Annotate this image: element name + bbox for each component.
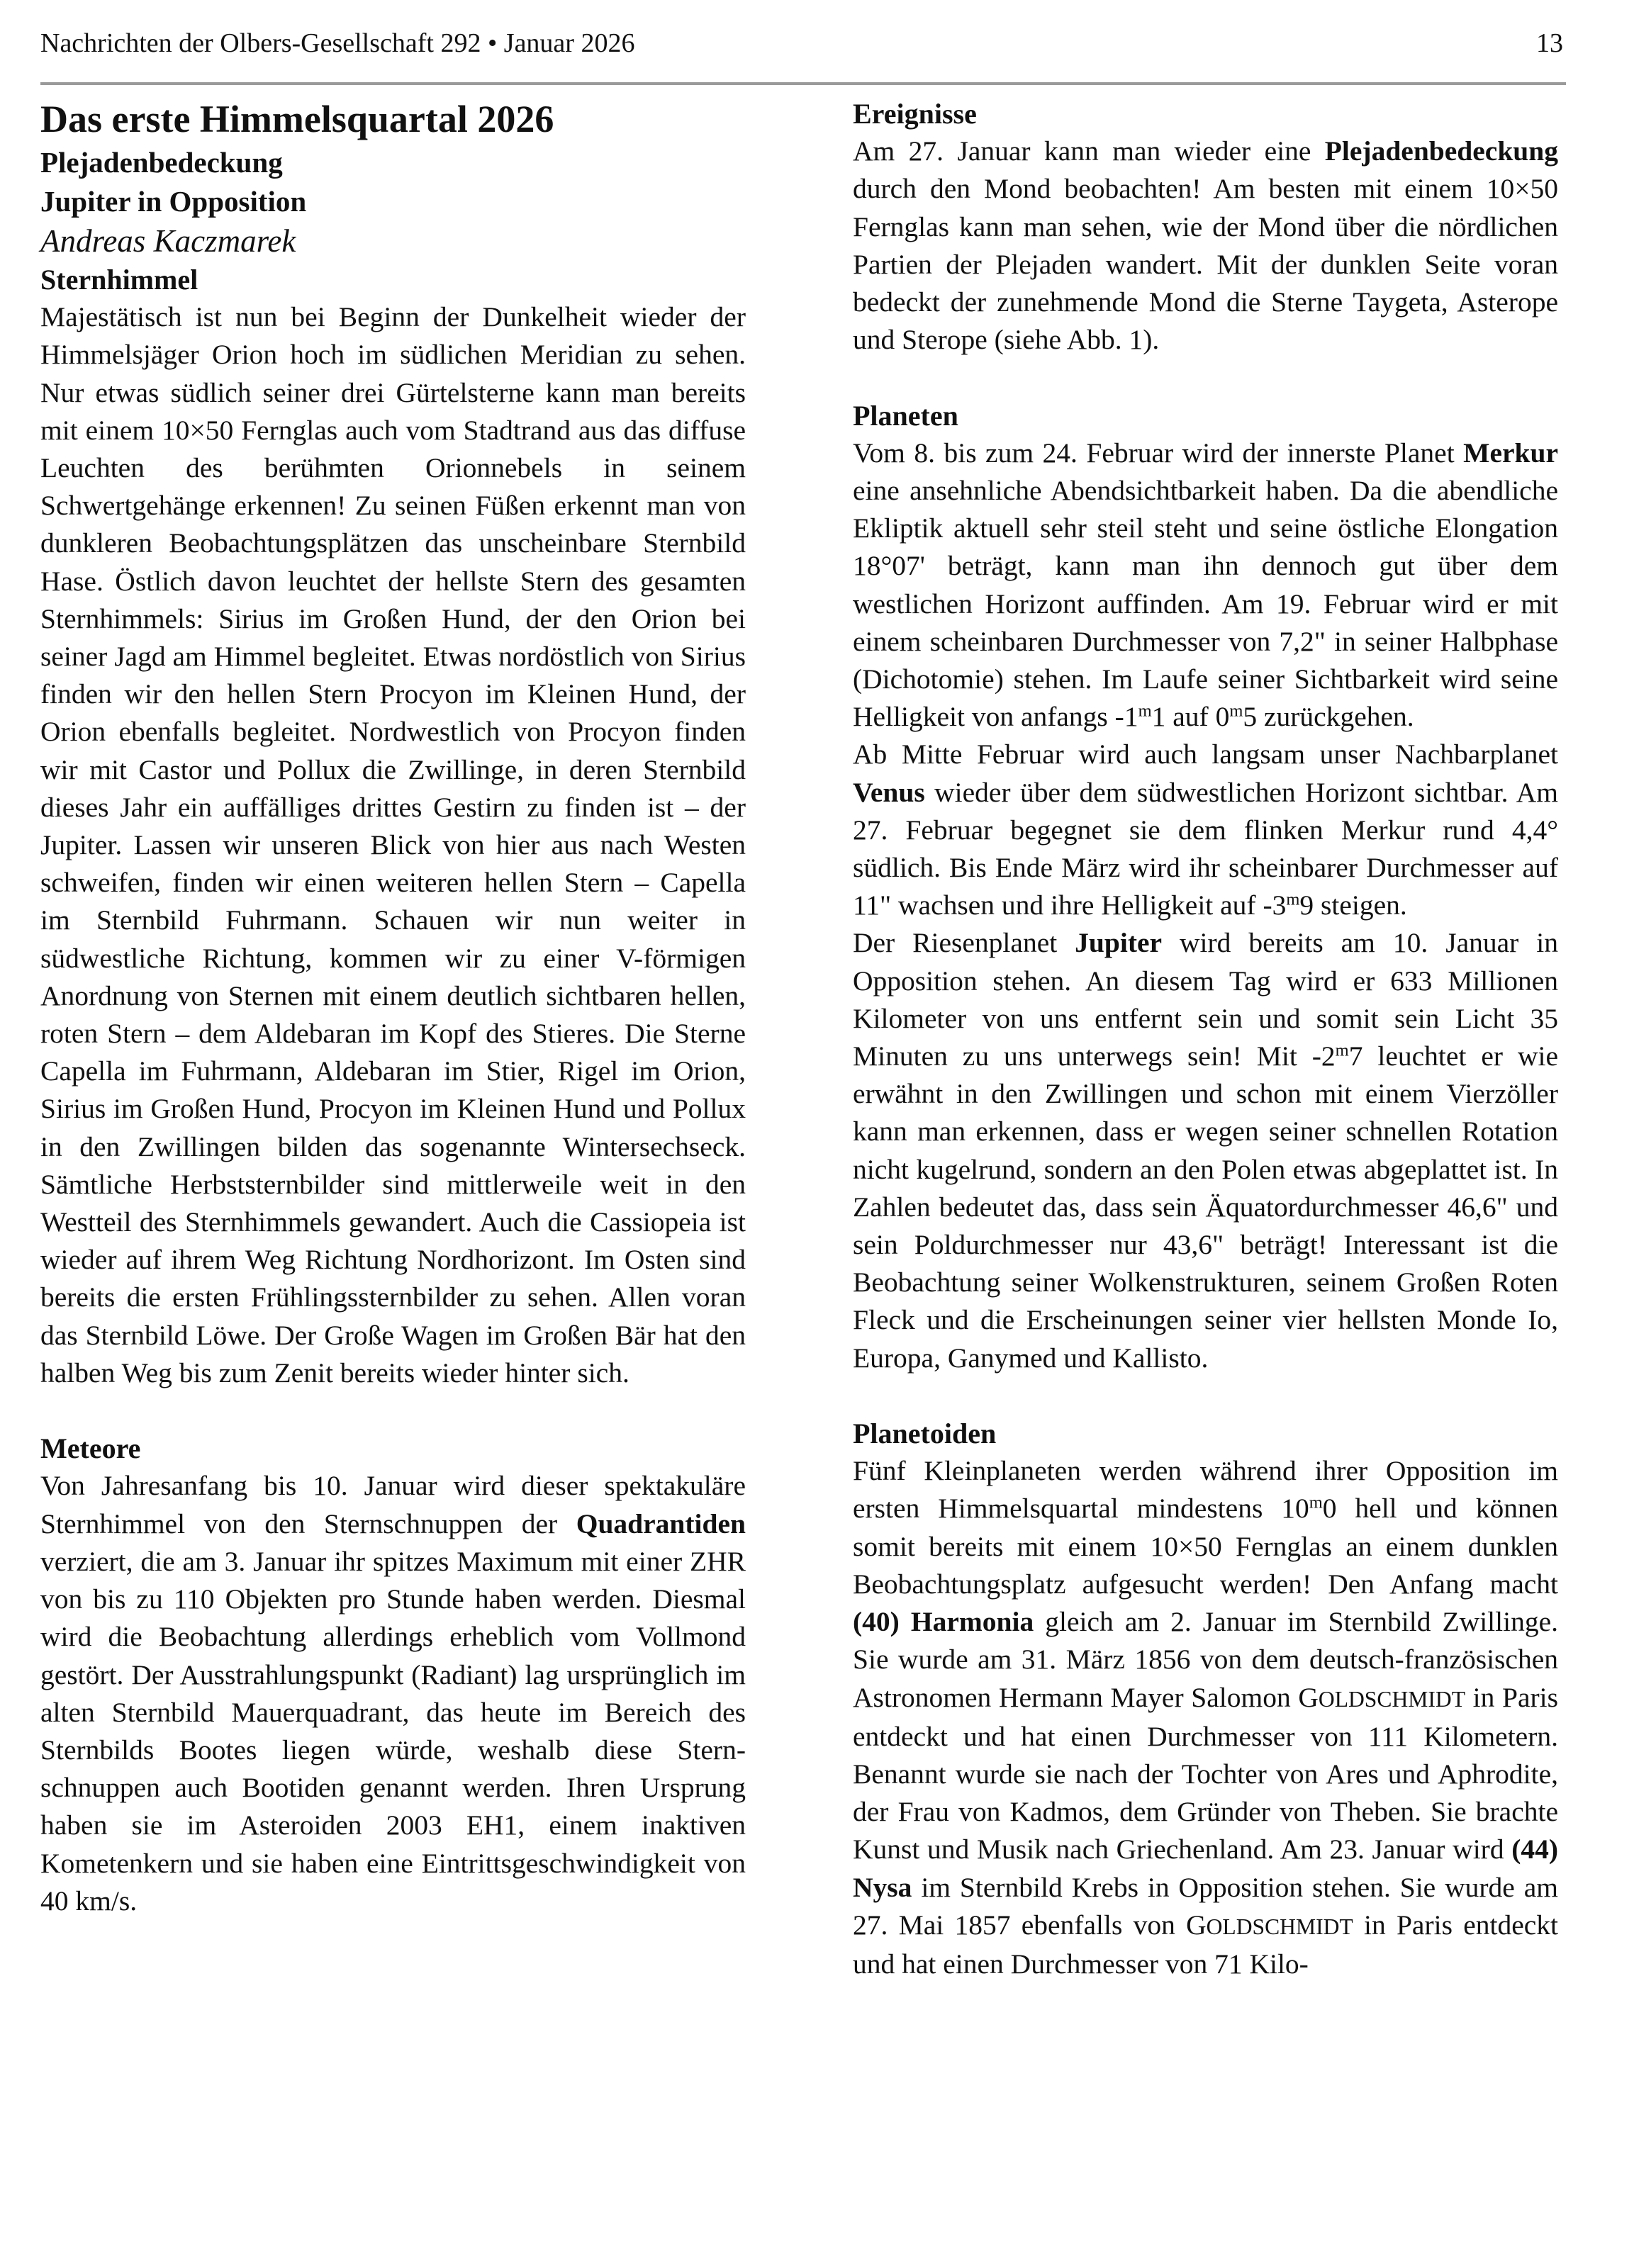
venus-text-2: wieder über dem südwestlichen Horizont sichtbar. Am 27. Februar begegnet sie dem flinken Merkur rund 4,4° südlich. Bis Ende März wird ihr scheinbarer Durchmesser auf 11" wachsen und ihre Helligkeit auf -3: [853, 776, 1558, 921]
jupiter-text-1: Der Riesenplanet: [853, 927, 1075, 959]
merkur-paragraph: [853, 434, 1558, 736]
goldschmidt-initial: G: [1186, 1909, 1207, 1941]
harmonia-term: (40) Harmonia: [853, 1606, 1034, 1638]
planetoiden-text-3: gleich am 2. Januar im Sternbild Zwillinge. Sie wurde am 31. März 1856 von dem deutsch-französischen Astronomen Hermann Mayer Salomon: [853, 1606, 1559, 1713]
magnitude-sup: m: [1335, 1040, 1349, 1060]
merkur-text-4: 5 zurückgehen.: [1243, 701, 1414, 733]
article-title: Das erste Himmelsquartal 2026: [40, 98, 554, 140]
meteore-paragraph: [40, 1467, 746, 1919]
section-heading-planetoiden: Planetoiden: [853, 1418, 997, 1450]
right-column: [853, 95, 1558, 1983]
page-number: 13: [1536, 28, 1563, 58]
left-column: [40, 95, 746, 1920]
header-publication: Nachrichten der Olbers-Gesellschaft 292 • Januar 2026: [40, 28, 635, 58]
merkur-term: Merkur: [1463, 437, 1558, 468]
sternhimmel-paragraph: Majestätisch ist nun bei Beginn der Dunkelheit wieder der Himmelsjäger Orion hoch im südlichen Meridian zu sehen. Nur etwas südlich seiner drei Gürtelsterne kann man bereits mit einem 10×50 Fernglas auch vom Stadtrand aus das diffuse Leuchten des berühmten Orionnebels in seinem Schwertgehänge erkennen! Zu seinen Füßen erkennt man von dunkleren Beobachtungsplätzen das unscheinbare Sternbild Hase. Östlich davon leuchtet der hellste Stern des gesamten Sternhimmels: Sirius im Großen Hund, der den Orion bei seiner Jagd am Himmel begleitet. Etwas nordöstlich von Sirius finden wir den hellen Stern Procyon im Kleinen Hund, der Orion ebenfalls begleitet. Nordwestlich von Procyon finden wir mit Castor und Pollux die Zwillinge, in deren Sternbild dieses Jahr ein auffälliges drittes Gestirn zu finden ist – der Jupiter. Lassen wir unseren Blick von hier aus nach Westen schweifen, finden wir einen weiteren hellen Stern – Capella im Sternbild Fuhrmann. Schauen wir nun weiter in südwestliche Richtung, kommen wir zu einer V-förmigen Anordnung von Sternen mit einem deutlich sichtbaren hellen, roten Stern – dem Aldebaran im Kopf des Stieres. Die Sterne Capella im Fuhrmann, Aldebaran im Stier, Rigel im Orion, Sirius im Großen Hund, Procyon im Kleinen Hund und Pollux in den Zwillingen bilden das sogenannte Wintersechseck. Sämtliche Herbststernbilder sind mittlerweile weit in den Westteil des Sternhimmels gewandert. Auch die Cassiopeia ist wieder auf ihrem Weg Richtung Nordhorizont. Im Osten sind bereits die ersten Frühlingssternbilder zu sehen. Allen voran das Sternbild Löwe. Der Große Wagen im Großen Bär hat den halben Weg bis zum Zenit bereits wieder hinter sich.: [40, 301, 746, 1388]
venus-text-3: 9 steigen.: [1299, 889, 1407, 921]
merkur-text-1: Vom 8. bis zum 24. Februar wird der innerste Planet: [853, 437, 1464, 468]
magnitude-sup: m: [1229, 701, 1243, 721]
article-subtitle-1: Plejadenbedeckung: [40, 146, 283, 179]
goldschmidt-smallcaps: OLDSCHMIDT: [1206, 1914, 1353, 1939]
jupiter-paragraph: [853, 924, 1558, 1376]
planetoiden-text-4: in Paris entdeckt und hat einen Durchmesser von 111 Kilometern. Benannt wurde sie nach der Tochter von Ares und Aphrodite, der Frau von Kadmos, dem Gründer von Theben. Sie brachte Kunst und Musik nach Griechenland. Am 23. Januar wird: [853, 1681, 1558, 1865]
section-heading-sternhimmel: Sternhimmel: [40, 264, 198, 296]
magnitude-sup: m: [1286, 889, 1300, 909]
running-header: [40, 26, 1563, 61]
header-rule: [40, 82, 1566, 85]
venus-text-1: Ab Mitte Februar wird auch langsam unser Nachbarplanet: [853, 739, 1558, 770]
magnitude-sup: m: [1309, 1493, 1323, 1513]
venus-term: Venus: [853, 776, 925, 808]
goldschmidt-initial: G: [1298, 1681, 1319, 1713]
article-subtitle-2: Jupiter in Opposition: [40, 185, 307, 218]
venus-paragraph: [853, 736, 1558, 924]
section-gap: [853, 1377, 1558, 1415]
planetoiden-text-6: in Paris entdeckt und hat einen Durchmesser von 71 Kilo-: [853, 1909, 1558, 1980]
meteore-text-2: verziert, die am 3. Januar ihr spitzes Maximum mit einer ZHR von bis zu 110 Objekten pro Stunde haben werden. Diesmal wird die Beobachtung allerdings erheblich vom Vollmond gestört. Der Ausstrahlungspunkt (Radiant) lag ursprünglich im alten Sternbild Mauerquadrant, das heute im Bereich des Sternbilds Bootes liegen würde, weshalb diese Sternschnuppen auch Bootiden genannt werden. Ihren Ursprung haben sie im Asteroiden 2003 EH1, einem inaktiven Kometenkern und sie haben eine Eintrittsgeschwindigkeit von 40 km/s.: [40, 1545, 746, 1916]
magnitude-sup: m: [1138, 701, 1152, 721]
jupiter-text-2: wird bereits am 10. Januar in Opposition stehen. An diesem Tag wird er 633 Millionen Kilometer von uns entfernt sein und somit sein Licht 35 Minuten zu uns unterwegs sein! Mit -2: [853, 927, 1559, 1072]
ereignisse-text-2: durch den Mond beobachten! Am besten mit einem 10×50 Fernglas kann man sehen, wie der Mond über die nördlichen Partien der Plejaden wandert. Mit der dunklen Seite voran bedeckt der zunehmende Mond die Sterne Taygeta, Asterope und Sterope (siehe Abb. 1).: [853, 173, 1558, 356]
article-author: Andreas Kaczmarek: [40, 223, 296, 259]
section-heading-ereignisse: Ereignisse: [853, 98, 977, 130]
nysa-term: (44) Nysa: [853, 1834, 1558, 1903]
planetoiden-paragraph: [853, 1452, 1558, 1983]
section-gap: [853, 359, 1558, 396]
ereignisse-paragraph: [853, 133, 1558, 359]
goldschmidt-name: [1186, 1909, 1353, 1941]
merkur-text-3: 1 auf 0: [1151, 701, 1230, 733]
planetoiden-text-1: Fünf Kleinplaneten werden während ihrer Opposition im ersten Himmelsquartal mindestens 10: [853, 1455, 1558, 1525]
section-heading-meteore: Meteore: [40, 1432, 141, 1465]
jupiter-text-3: 7 leuchtet er wie erwähnt in den Zwillingen und schon mit einem Vierzöller kann man erkennen, dass er wegen seiner schnellen Rotation nicht kugelrund, sondern an den Polen etwas abgeplattet ist. In Zahlen bedeutet das, dass sein Äquatordurchmesser 46,6" und sein Poldurchmesser nur 43,6" beträgt! Interessant ist die Beobachtung seiner Wolkenstrukturen, seinem Großen Roten Fleck und die Erscheinungen seiner vier hellsten Monde Io, Europa, Ganymed und Kallisto.: [853, 1040, 1558, 1374]
merkur-text-2: eine ansehnliche Abendsichtbarkeit haben. Da die abendliche Ekliptik aktuell sehr steil steht und seine östliche Elongation 18°07' beträgt, kann man ihn dennoch gut über dem westlichen Horizont auffinden. Am 19. Februar wird er mit einem scheinbaren Durchmesser von 7,2" in seiner Halbphase (Dichotomie) stehen. Im Laufe seiner Sichtbarkeit wird seine Helligkeit von anfangs -1: [853, 475, 1558, 733]
planetoiden-text-2: 0 hell und können somit bereits mit einem 10×50 Fernglas an einem dunklen Beobachtungsplatz aufgesucht werden! Den Anfang macht: [853, 1493, 1558, 1600]
planetoiden-text-5: im Sternbild Krebs in Opposition stehen. Sie wurde am 27. Mai 1857 ebenfalls von: [853, 1871, 1558, 1941]
jupiter-term: Jupiter: [1075, 927, 1163, 959]
section-heading-planeten: Planeten: [853, 399, 958, 432]
goldschmidt-smallcaps: OLDSCHMIDT: [1318, 1686, 1465, 1712]
ereignisse-text-1: Am 27. Januar kann man wieder eine: [853, 135, 1325, 167]
goldschmidt-name: [1298, 1682, 1465, 1713]
meteore-text-1: Von Jahresanfang bis 10. Januar wird dieser spektakuläre Sternhimmel von den Sternschnuppen der: [40, 1470, 746, 1539]
quadrantiden-term: Quadrantiden: [576, 1508, 746, 1539]
plejadenbedeckung-term: Plejadenbedeckung: [1324, 135, 1558, 167]
section-gap: [40, 1392, 746, 1430]
